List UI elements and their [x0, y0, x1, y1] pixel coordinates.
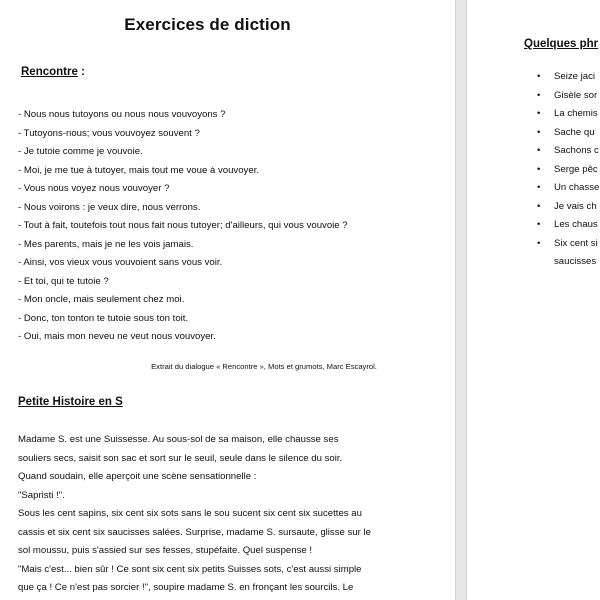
text-line: "Mais c'est... bien sûr ! Ce sont six cent six petits Suisses sots, c'est aussi simple — [18, 563, 362, 575]
text-line: - Oui, mais mon neveu ne veut nous vouvoyer. — [18, 331, 216, 342]
text-line: Quand soudain, elle aperçoit une scène sensationnelle : — [18, 471, 257, 482]
list-item-text: Seize jaci — [554, 71, 596, 82]
section-heading-text: Petite Histoire en S — [18, 396, 123, 408]
document-page-right — [467, 0, 600, 600]
page-separator — [455, 0, 467, 600]
text-line: Sous les cent sapins, six cent six sots sans le sou sucent six cent six sucettes au — [18, 508, 362, 519]
text-line: - Tout à fait, toutefois tout nous fait nous tutoyer; d'ailleurs, qui vous vouvoie ? — [18, 220, 348, 231]
text-line: - Nous voirons : je veux dire, nous verrons. — [18, 201, 201, 213]
text-line: souliers secs, saisit son sac et sort sur le seuil, seule dans le silence du soir. — [18, 452, 343, 464]
list-item-text: Un chasse — [554, 182, 600, 193]
list-item — [537, 216, 599, 235]
bullet-icon: • — [537, 182, 541, 193]
text-line: - Ainsi, vos vieux vous vouvoient sans vous voir. — [18, 257, 223, 268]
list-item-text: Sachons c — [554, 145, 599, 156]
text-line: - Moi, je me tue à tutoyer, mais tout me voue à vouvoyer. — [18, 164, 260, 176]
bullet-icon: • — [537, 219, 541, 230]
bullet-icon: • — [537, 108, 541, 119]
list-item — [537, 161, 599, 180]
list-item — [537, 235, 599, 272]
text-line: "Sapristi !". — [18, 489, 65, 501]
list-item-text: Sache qu — [554, 126, 595, 138]
section-heading-rencontre — [21, 66, 85, 78]
section-heading-text: Rencontre — [21, 66, 78, 78]
section-heading-colon: : — [77, 66, 85, 78]
phrase-list — [537, 68, 599, 272]
list-item — [537, 198, 599, 217]
list-item — [537, 179, 599, 198]
text-line: - Mon oncle, mais seulement chez moi. — [18, 294, 185, 305]
list-item-text: La chemis — [554, 108, 598, 119]
text-line: cassis et six cent six saucisses salées. Surprise, madame S. sursaute, glisse sur le — [18, 526, 371, 538]
list-item-text: Serge pêc — [554, 163, 598, 175]
list-item — [537, 124, 599, 143]
section-heading-petite-histoire — [18, 396, 123, 408]
dialogue-text — [18, 106, 438, 347]
story-text — [18, 431, 438, 598]
bullet-icon: • — [537, 126, 541, 138]
list-item — [537, 87, 599, 106]
bullet-icon: • — [537, 89, 541, 101]
text-line: - Mes parents, mais je ne les vois jamais. — [18, 238, 194, 250]
text-line: - Je tutoie comme je vouvoie. — [18, 146, 143, 157]
list-item — [537, 105, 599, 124]
bullet-icon: • — [537, 145, 541, 156]
text-line: sol moussu, puis s'assied sur ses fesses, stupéfaite. Quel suspense ! — [18, 545, 313, 556]
section-heading-quelques-phrases: Quelques phr — [524, 38, 599, 50]
list-item — [537, 142, 599, 161]
text-line: que ça ! Ce n'est pas sorcier !", soupire madame S. en fronçant les sourcils. Le — [18, 582, 354, 593]
page-title: Exercices de diction — [124, 15, 291, 34]
bullet-icon: • — [537, 200, 541, 212]
bullet-icon: • — [537, 71, 541, 82]
bullet-icon: • — [537, 163, 541, 175]
list-item-text: Je vais ch — [554, 200, 597, 212]
text-line: - Vous nous voyez nous vouvoyer ? — [18, 183, 170, 194]
bullet-icon: • — [537, 237, 541, 249]
text-line: Madame S. est une Suissesse. Au sous-sol de sa maison, elle chausse ses — [18, 434, 339, 445]
list-item-text: Gisèle sor — [554, 89, 598, 101]
list-item-text: Six cent si — [554, 237, 598, 249]
list-item-continuation: saucisses — [554, 256, 597, 267]
text-line: - Et toi, qui te tutoie ? — [18, 275, 109, 287]
text-line: - Nous nous tutoyons ou nous nous vouvoyons ? — [18, 109, 226, 120]
list-item-text: Les chaus — [554, 219, 598, 230]
citation-credit: Extrait du dialogue « Rencontre », Mots et grumots, Marc Escayrol. — [151, 362, 377, 371]
text-line: - Donc, ton tonton te tutoie sous ton toit. — [18, 312, 189, 324]
list-item — [537, 68, 599, 87]
text-line: - Tutoyons-nous; vous vouvoyez souvent ? — [18, 127, 200, 139]
